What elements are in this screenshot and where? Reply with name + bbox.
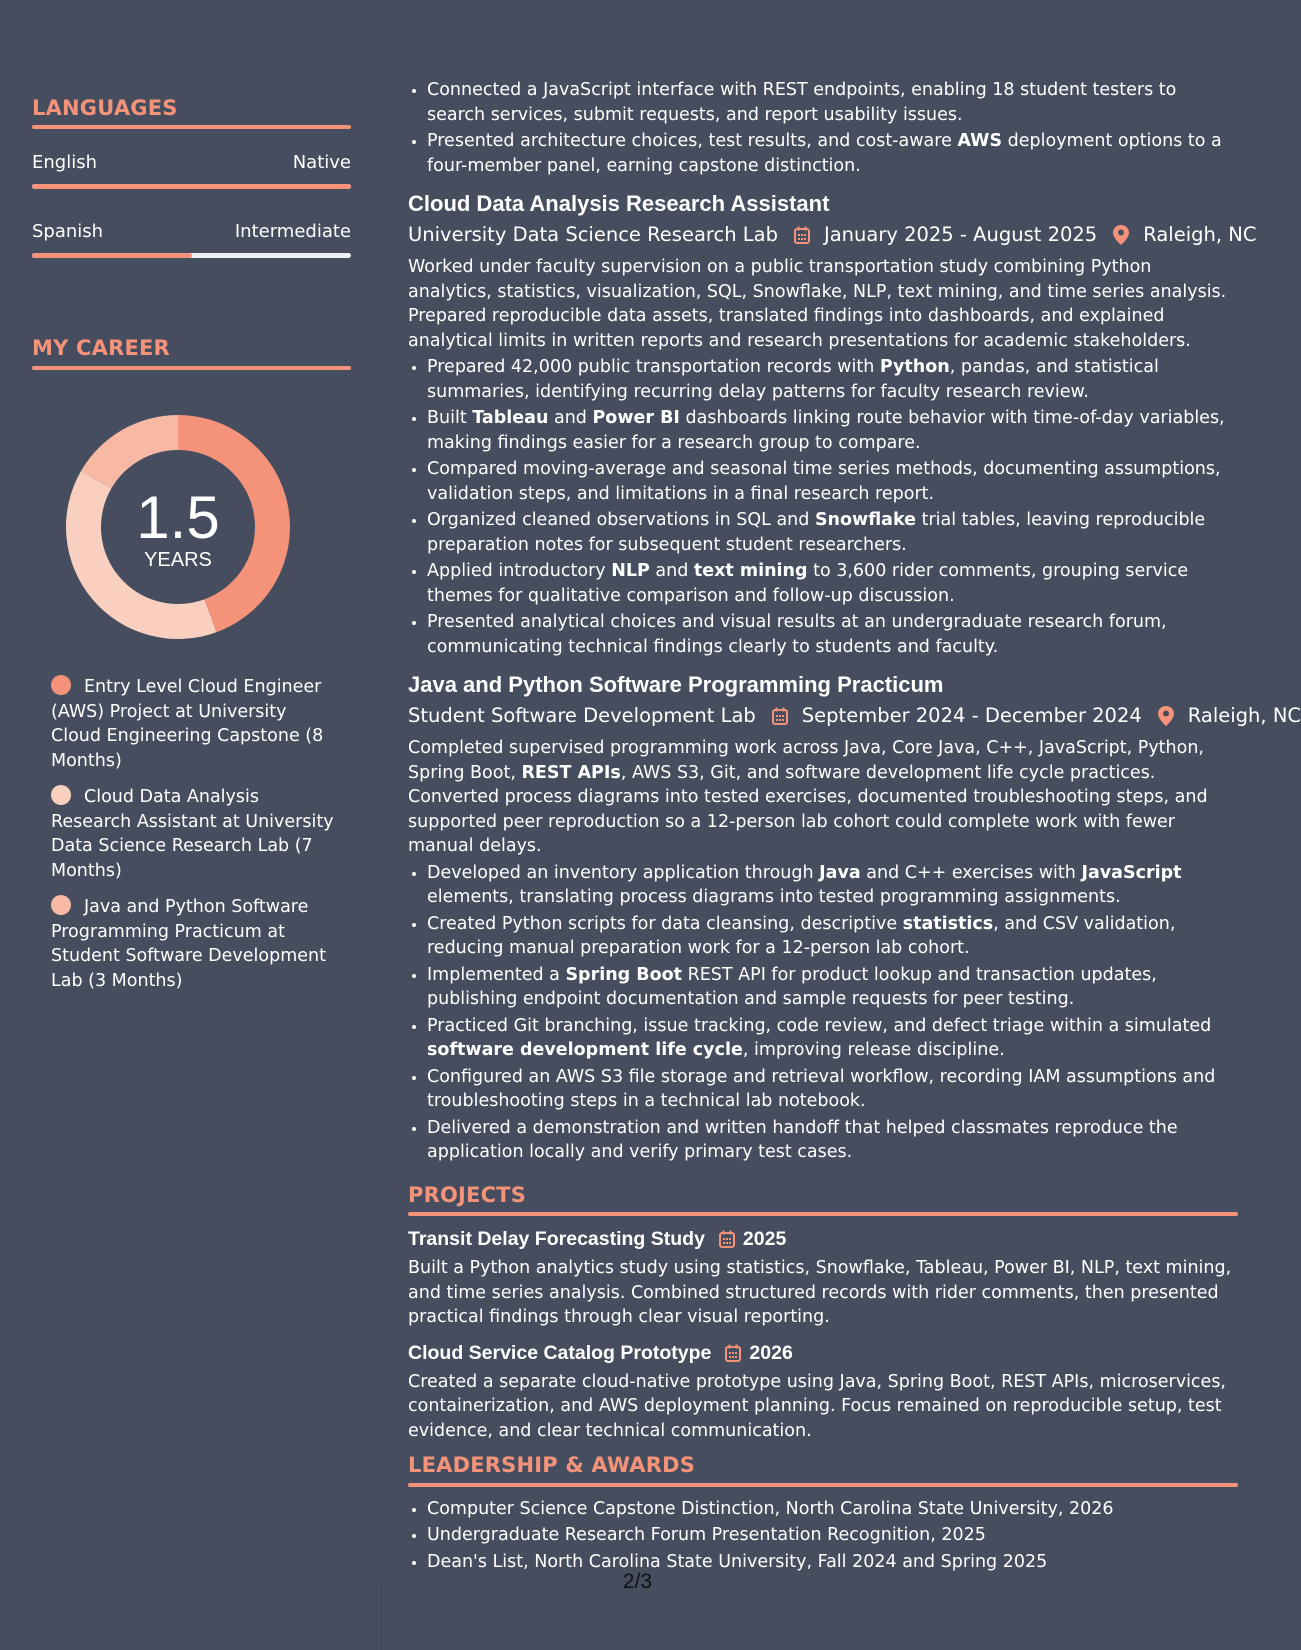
career-legend-item: [51, 785, 341, 883]
language-level: Native: [292, 152, 351, 173]
main-content: [408, 78, 1301, 1576]
bullet-item: • Presented analytical choices and visual results at an undergraduate research forum, communicating technical findings clearly to students and faculty.: [427, 610, 1238, 659]
bold-keyword: statistics: [902, 913, 994, 934]
awards-heading: LEADERSHIP & AWARDS: [408, 1453, 696, 1477]
bold-keyword: REST APIs: [521, 762, 621, 783]
bullet-item: • Implemented a Spring Boot REST API for product lookup and transaction updates, publishing endpoint documentation and sample requests for peer testing.: [427, 963, 1238, 1012]
calendar-icon: [725, 1344, 741, 1362]
career-legend-text: Java and Python Software Programming Practicum at Student Software Development Lab (3 Months): [51, 897, 326, 991]
legend-dot-icon: [51, 785, 71, 805]
bold-keyword: NLP: [611, 561, 650, 581]
award-item: • Dean's List, North Carolina State University, Fall 2024 and Spring 2025: [427, 1550, 1238, 1575]
project-year: 2025: [742, 1228, 787, 1250]
page-number: 2/3: [622, 1570, 653, 1593]
job-organization: Student Software Development Lab: [408, 704, 756, 727]
language-name: Spanish: [32, 221, 104, 242]
column-divider: [381, 1580, 382, 1650]
project-entry: [408, 1226, 1238, 1330]
career-total-unit: YEARS: [144, 549, 212, 571]
sidebar: [32, 0, 351, 1650]
project-title-row: [408, 1340, 1238, 1366]
career-total-number: 1.5: [136, 484, 220, 551]
bullet-item: • Compared moving-average and seasonal time series methods, documenting assumptions, validation steps, and limitations in a final research report.: [427, 457, 1238, 506]
bullet-item: • Connected a JavaScript interface with REST endpoints, enabling 18 student testers to search services, submit requests, and report usability issues.: [427, 78, 1238, 127]
language-row-english: [32, 152, 351, 173]
job-entry: [408, 671, 1301, 1165]
award-item: • Computer Science Capstone Distinction, North Carolina State University, 2026: [427, 1497, 1238, 1522]
job-description: Completed supervised programming work across Java, Core Java, C++, JavaScript, Python, Spring Boot, REST APIs, AWS S3, Git, and software development life cycle practices. Converted process diagrams into tested exercises, documented troubleshooting steps, and supported peer reproduction so a 12-person lab cohort could complete work with fewer manual delays.: [408, 738, 1208, 856]
job-location: Raleigh, NC: [1143, 223, 1257, 246]
project-entry: [408, 1340, 1238, 1444]
job-location: Raleigh, NC: [1187, 704, 1301, 727]
job-title: Java and Python Software Programming Practicum: [408, 672, 944, 697]
bold-keyword: Spring Boot: [565, 964, 683, 985]
languages-rule: [32, 125, 351, 129]
career-legend-item: [51, 675, 341, 773]
job-organization: University Data Science Research Lab: [408, 223, 778, 246]
bold-keyword: AWS: [957, 131, 1003, 151]
language-name: English: [32, 152, 97, 173]
bullet-item: • Practiced Git branching, issue tracking, code review, and defect triage within a simulated software development life cycle, improving release discipline.: [427, 1014, 1238, 1063]
project-title: Transit Delay Forecasting Study: [408, 1228, 705, 1250]
bold-keyword: JavaScript: [1081, 862, 1182, 883]
project-title: Cloud Service Catalog Prototype: [408, 1341, 712, 1364]
job-title: Cloud Data Analysis Research Assistant: [408, 191, 830, 216]
career-legend-text: Entry Level Cloud Engineer (AWS) Project at University Cloud Engineering Capstone (8 Months): [51, 677, 324, 771]
languages-heading: LANGUAGES: [32, 96, 178, 120]
bold-keyword: Python: [879, 357, 950, 377]
projects-heading: PROJECTS: [408, 1182, 527, 1207]
awards-list: [408, 1497, 1238, 1575]
job-meta: [408, 702, 1301, 730]
awards-rule: [408, 1483, 1238, 1487]
career-legend-item: [51, 895, 341, 993]
location-pin-icon: [1158, 706, 1174, 726]
projects-rule: [408, 1212, 1238, 1216]
calendar-icon: [772, 707, 788, 725]
bold-keyword: text mining: [693, 561, 808, 581]
project-year: 2026: [749, 1341, 793, 1364]
language-bar-spanish: [32, 253, 351, 258]
job-bullets: [408, 861, 1238, 1165]
language-bar-fill: [32, 184, 351, 189]
calendar-icon: [794, 226, 810, 244]
job-bullets: [408, 355, 1238, 659]
language-row-spanish: [32, 221, 351, 242]
award-item: • Undergraduate Research Forum Presentation Recognition, 2025: [427, 1523, 1238, 1548]
project-title-row: [408, 1226, 1238, 1252]
bold-keyword: software development life cycle: [427, 1040, 743, 1060]
project-description: Built a Python analytics study using statistics, Snowflake, Tableau, Power BI, NLP, text mining, and time series analysis. Combined structured records with rider comments, then presented practical findings through clear visual reporting.: [408, 1258, 1232, 1327]
legend-dot-icon: [51, 675, 71, 695]
previous-job-bullets: [408, 78, 1238, 178]
job-meta: [408, 221, 1257, 249]
bold-keyword: Java: [819, 862, 861, 883]
calendar-icon: [719, 1230, 735, 1248]
bullet-item: • Presented architecture choices, test results, and cost-aware AWS deployment options to a four-member panel, earning capstone distinction.: [427, 129, 1238, 178]
legend-dot-icon: [51, 895, 71, 915]
language-level: Intermediate: [234, 221, 351, 242]
bullet-item: • Developed an inventory application through Java and C++ exercises with JavaScript elements, translating process diagrams into tested programming assignments.: [427, 861, 1238, 910]
bold-keyword: Tableau: [472, 408, 549, 428]
bullet-item: • Built Tableau and Power BI dashboards linking route behavior with time-of-day variables, making findings easier for a research group to compare.: [427, 406, 1238, 455]
bullet-item: • Configured an AWS S3 file storage and retrieval workflow, recording IAM assumptions and troubleshooting steps in a technical lab notebook.: [427, 1065, 1238, 1114]
language-bar-fill: [32, 253, 192, 258]
bold-keyword: Power BI: [592, 408, 680, 428]
language-bar-english: [32, 184, 351, 189]
job-entry: [408, 190, 1257, 659]
bullet-item: • Created Python scripts for data cleansing, descriptive statistics, and CSV validation, reducing manual preparation work for a 12-person lab cohort.: [427, 912, 1238, 961]
career-rule: [32, 366, 351, 370]
career-legend-text: Cloud Data Analysis Research Assistant at University Data Science Research Lab (7 Months): [51, 787, 334, 881]
job-description: Worked under faculty supervision on a public transportation study combining Python analytics, statistics, visualization, SQL, Snowflake, NLP, text mining, and time series analysis. Prepared reproducible data assets, translated findings into dashboards, and explained analytical limits in written reports and research presentations for academic stakeholders.: [408, 257, 1227, 351]
bullet-item: • Organized cleaned observations in SQL and Snowflake trial tables, leaving reproducible preparation notes for subsequent student researchers.: [427, 508, 1238, 557]
bold-keyword: Snowflake: [814, 510, 917, 530]
bullet-item: • Applied introductory NLP and text mining to 3,600 rider comments, grouping service themes for qualitative comparison and follow-up discussion.: [427, 559, 1238, 608]
career-donut-slice: [81, 415, 178, 489]
bullet-item: • Delivered a demonstration and written handoff that helped classmates reproduce the application locally and verify primary test cases.: [427, 1116, 1238, 1165]
location-pin-icon: [1113, 225, 1129, 245]
job-dates: September 2024 - December 2024: [801, 704, 1142, 727]
career-heading: MY CAREER: [32, 336, 170, 360]
job-dates: January 2025 - August 2025: [823, 223, 1098, 246]
project-description: Created a separate cloud-native prototype using Java, Spring Boot, REST APIs, microservices, containerization, and AWS deployment planning. Focus remained on reproducible setup, test evidence, and clear technical communication.: [408, 1371, 1226, 1441]
career-legend: [51, 675, 341, 1005]
bullet-item: • Prepared 42,000 public transportation records with Python, pandas, and statistical summaries, identifying recurring delay patterns for faculty research review.: [427, 355, 1238, 404]
